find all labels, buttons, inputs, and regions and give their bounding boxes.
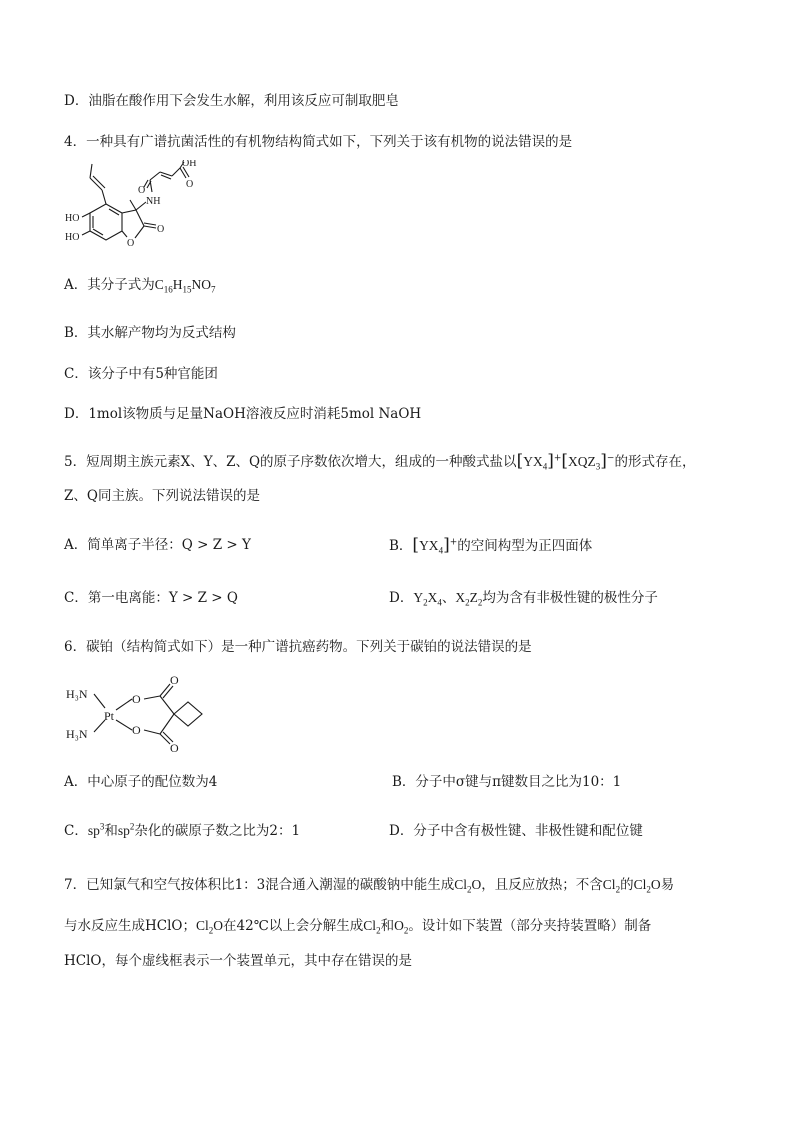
q4-option-c: C．该分子中有5种官能团 xyxy=(64,366,218,382)
q4-label-nh: NH xyxy=(146,196,161,207)
q5-stem-line-2: Z、Q同主族。下列说法错误的是 xyxy=(64,488,260,504)
q4-option-b: B．其水解产物均为反式结构 xyxy=(64,325,236,341)
q6-label-o3: O xyxy=(170,674,179,687)
q5-option-b: B．$[YX_4]^+$的空间构型为正四面体 xyxy=(389,535,593,556)
q6-label-o1: O xyxy=(132,692,141,706)
q4-label-o-acid: O xyxy=(186,179,194,190)
q6-stem: 6．碳铂（结构简式如下）是一种广谱抗癌药物。下列关于碳铂的说法错误的是 xyxy=(64,639,532,655)
q6-label-o2: O xyxy=(132,723,141,737)
q6-option-d: D．分子中含有极性键、非极性键和配位键 xyxy=(389,823,643,839)
q4-label-o-amide: O xyxy=(138,185,146,196)
q5-option-d: D．$Y_2X_4$、$X_2Z_2$均为含有非极性键的极性分子 xyxy=(389,590,658,608)
q4-label-ho-1: HO xyxy=(65,213,80,224)
q4-label-o-carbonyl: O xyxy=(157,224,165,235)
q7-stem-line-3: HClO，每个虚线框表示一个装置单元，其中存在错误的是 xyxy=(64,953,412,969)
q6-label-nh3-top: H₃N xyxy=(66,687,88,701)
q4-structure-image xyxy=(64,160,224,252)
q4-label-ho-2: HO xyxy=(65,232,80,243)
q7-stem-line-2: 与水反应生成HClO；$Cl_2O$在42℃以上会分解生成$Cl_2$和$O_2$。设计如下装置（部分夹持装置略）制备 xyxy=(64,918,652,936)
q6-option-a: A．中心原子的配位数为4 xyxy=(64,774,218,790)
q4-label-oh: OH xyxy=(182,160,197,169)
q6-option-c: C．$sp^3$和$sp^2$杂化的碳原子数之比为2：1 xyxy=(64,821,301,839)
q6-option-b: B．分子中σ键与π键数目之比为10：1 xyxy=(392,774,622,790)
q6-label-pt: Pt xyxy=(104,709,115,723)
q5-option-a: A．简单离子半径：Q > Z > Y xyxy=(64,537,251,553)
q6-label-nh3-bottom: H₃N xyxy=(66,727,88,741)
q3-option-d: D．油脂在酸作用下会发生水解，利用该反应可制取肥皂 xyxy=(64,93,399,109)
q4-label-o-ring: O xyxy=(127,238,135,249)
q4-option-d: D．1mol该物质与足量NaOH溶液反应时消耗5mol NaOH xyxy=(64,406,422,422)
q5-stem-line-1: 5．短周期主族元素X、Y、Z、Q的原子序数依次增大，组成的一种酸式盐以$[YX_4]^+[XQZ_3]^-$的形式存在， xyxy=(64,451,696,472)
q4-stem: 4．一种具有广谱抗菌活性的有机物结构简式如下，下列关于该有机物的说法错误的是 xyxy=(64,134,573,150)
q5-option-c: C．第一电离能：Y > Z > Q xyxy=(64,590,238,606)
q7-stem-line-1: 7．已知氯气和空气按体积比1：3混合通入潮湿的碳酸钠中能生成$Cl_2O$，且反应放热；不含$Cl_2$的$Cl_2O$易 xyxy=(64,877,675,895)
q6-structure-image xyxy=(64,674,224,754)
q4-option-a: A．其分子式为$C_{16}H_{15}NO_7$ xyxy=(64,277,216,295)
q6-label-o4: O xyxy=(170,741,179,754)
